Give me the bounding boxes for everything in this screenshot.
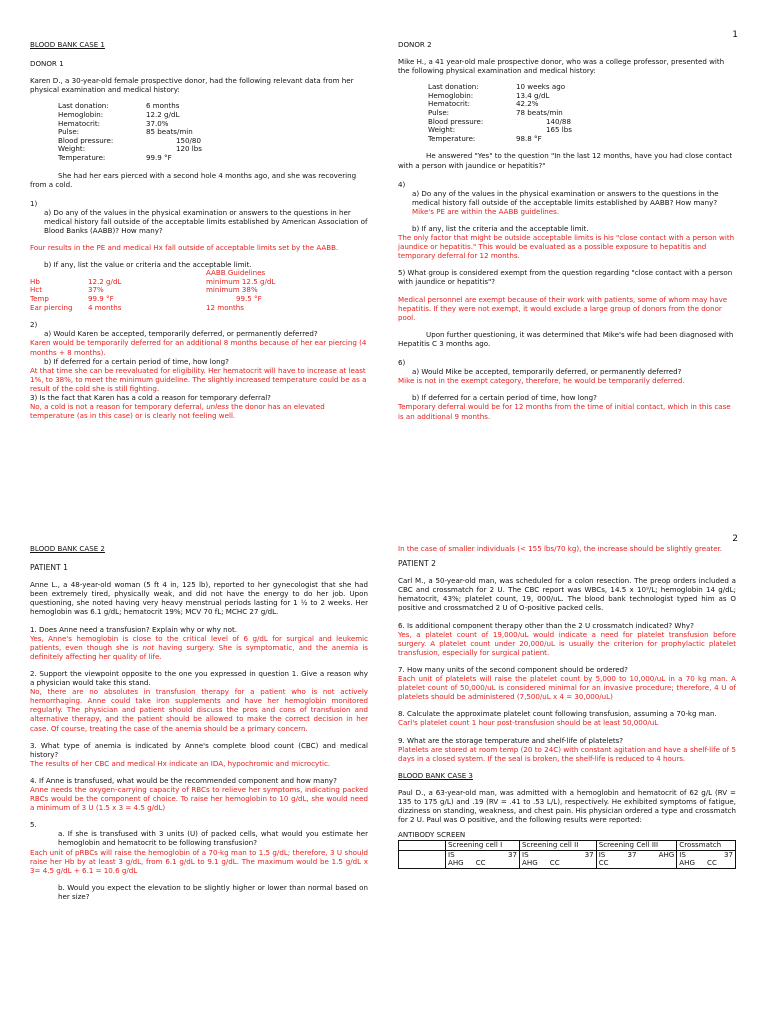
- case-title: BLOOD BANK CASE 3: [398, 770, 473, 780]
- answer-3-text: No, a cold is not a reason for temporary deferral,: [30, 402, 207, 412]
- guideline-limit: minimum 38%: [206, 285, 258, 295]
- vital-label: Blood pressure:: [428, 116, 484, 126]
- phase-label: AHG: [448, 858, 464, 868]
- answer-9: Platelets are stored at room temp (20 to 24C) with constant agitation and have a shelf-life of 5 days in a closed system. If the seal is broken, the shelf-life is reduced to 4 hours.: [398, 744, 736, 763]
- guideline-item: Hb: [30, 276, 40, 286]
- vital-row: [428, 135, 572, 144]
- question-number: 2): [30, 320, 38, 330]
- table-row: [399, 850, 736, 868]
- patient-heading: PATIENT 1: [30, 563, 68, 573]
- answer-2b: At that time she can be reevaluated for eligibility. Her hematocrit will have to increase at least 1%, to 38%, to meet the minimum guideline. The slightly increased temperature could be as a result of the cold she is still fighting.: [30, 365, 367, 393]
- guideline-value: 37%: [88, 285, 104, 295]
- phase-label: CC: [706, 858, 717, 868]
- answer-5: Medical personnel are exempt because of their work with patients, some of whom may have hepatitis. If they were not exempt, it would exclude a large group of donors from the donor pool.: [398, 294, 728, 322]
- question-number: 6): [398, 358, 406, 368]
- page-number: 1: [732, 30, 738, 40]
- vital-label: Hematocrit:: [428, 99, 471, 109]
- vital-value: 99.9 °F: [146, 152, 172, 162]
- question-1b: b) If any, list the value or criteria and the acceptable limit.: [44, 260, 252, 270]
- guideline-value: 12.2 g/dL: [88, 276, 122, 286]
- guideline-row: [30, 286, 368, 295]
- vital-value: 10 weeks ago: [516, 82, 566, 92]
- question-5b: b. Would you expect the elevation to be slightly higher or lower than normal based on her size?: [58, 882, 368, 901]
- left-column: [30, 544, 368, 901]
- answer-8: Carl's platelet count 1 hour post-transfusion should be at least 50,000/uL: [398, 718, 659, 728]
- case-title: BLOOD BANK CASE 1: [30, 40, 105, 49]
- vital-value: 85 beats/min: [146, 127, 193, 137]
- question-3: 3) Is the fact that Karen has a cold a reason for temporary deferral?: [30, 393, 271, 402]
- vital-value: 6 months: [146, 101, 180, 111]
- vital-label: Hemoglobin:: [58, 109, 104, 119]
- vitals-table: [428, 83, 572, 143]
- phase-label: CC: [475, 858, 486, 868]
- table-header-row: [399, 841, 736, 850]
- vital-label: Pulse:: [428, 108, 450, 118]
- answer-6b: Temporary deferral would be for 12 months from the time of initial contact, which in this case is an additional 9 months.: [398, 402, 731, 421]
- guideline-limit: minimum 12.5 g/dL: [206, 276, 276, 286]
- question-6: 6. Is additional component therapy other than the 2 U crossmatch indicated? Why?: [398, 620, 694, 630]
- phase-label: 37: [723, 849, 733, 859]
- answer-3-emphasis: unless: [206, 402, 229, 412]
- answer-2: No, there are no absolutes in transfusion therapy for a patient who is not actively hemorrhaging. Anne could take iron supplements and have her hemoglobin monitored regularly. The physician and patient should discuss the pros and cons of transfusion and alternative therapy, and the patient should be allowed to make the correct decision in her case. Of course, treating the case of the anemia should be a primary concern.: [30, 687, 368, 733]
- answer-6: Yes, a platelet count of 19,000/uL would indicate a need for platelet transfusion before surgery. A platelet count under 20,000/uL is usually the criterion for prophylactic platelet transfusion, especially for surgical patient.: [398, 629, 736, 657]
- phase-label: AHG: [679, 858, 695, 868]
- answer-3: [30, 402, 368, 420]
- question-8: 8. Calculate the approximate platelet count following transfusion, assuming a 70-kg man.: [398, 709, 717, 719]
- question-5a: a. If she is transfused with 3 units (U) of packed cells, what would you estimate her hemoglobin and hematocrit to be following transfusion?: [58, 829, 368, 848]
- question-4: 4. If Anne is transfused, what would be the recommended component and how many?: [30, 775, 337, 785]
- history-note: She had her ears pierced with a second hole 4 months ago, and she was recovering from a cold.: [30, 170, 357, 189]
- question-3: 3. What type of anemia is indicated by Anne's complete blood count (CBC) and medical history?: [30, 740, 368, 759]
- answer-5b: In the case of smaller individuals (< 155 lbs/70 kg), the increase should be slightly greater.: [398, 544, 723, 553]
- guidelines-table: [30, 269, 368, 312]
- table-cell: [446, 850, 520, 868]
- phase-label: AHG: [658, 849, 675, 859]
- vital-label: Last donation:: [428, 82, 479, 92]
- question-5: 5) What group is considered exempt from the question regarding "close contact with a person with jaundice or hepatitis"?: [398, 268, 733, 287]
- phase-label: IS: [448, 849, 455, 859]
- question-1: 1. Does Anne need a transfusion? Explain why or why not.: [30, 624, 238, 634]
- guideline-row: [30, 295, 368, 304]
- patient-heading: PATIENT 2: [398, 559, 436, 569]
- question-1a: a) Do any of the values in the physical examination or answers to the questions in her medical history fall outside of the acceptable limits established by American Association of Blood Banks (AABB)? How many?: [44, 207, 368, 235]
- case-title: BLOOD BANK CASE 2: [30, 544, 105, 553]
- question-6a: a) Would Mike be accepted, temporarily deferred, or permanently deferred?: [412, 367, 682, 377]
- antibody-screen-table: [398, 840, 736, 868]
- question-2a: a) Would Karen be accepted, temporarily deferred, or permanently deferred?: [44, 329, 318, 339]
- answer-4b: The only factor that might be outside acceptable limits is his "close contact with a person with jaundice or hepatitis." This would be evaluated as a possible exposure to hepatitis and temporary deferral for 12 months.: [398, 233, 735, 261]
- vital-label: Hematocrit:: [58, 118, 101, 128]
- phase-label: CC: [549, 858, 560, 868]
- question-6b: b) If deferred for a certain period of time, how long?: [412, 393, 597, 403]
- answer-6a: Mike is not in the exempt category, therefore, he would be temporarily deferred.: [398, 376, 685, 386]
- phase-label: IS: [598, 849, 606, 859]
- vital-label: Temperature:: [428, 133, 476, 143]
- guideline-value: 99.9 °F: [88, 294, 114, 304]
- page-2: [0, 512, 768, 1024]
- vital-value: 98.8 °F: [516, 133, 542, 143]
- answer-1a: Four results in the PE and medical Hx fall outside of acceptable limits set by the AABB.: [30, 243, 339, 253]
- patient-intro: Anne L., a 48-year-old woman (5 ft 4 in, 125 lb), reported to her gynecologist that she had been extremely tired, physically weak, and did not have the energy to do her job. Upon questioning, she noted having very heavy menstrual periods lasting for 1 ½ to 2 weeks. Her hemoglobin was 6.1 g/dL; hematocrit 19%; MCV 70 fL; MCHC 27 g/dL.: [30, 580, 368, 617]
- vital-value: 37.0%: [146, 118, 169, 128]
- vital-value: 120 lbs: [176, 144, 202, 154]
- guideline-item: Hct: [30, 285, 43, 295]
- answer-1: [30, 634, 368, 661]
- phase-label: IS: [522, 849, 529, 859]
- table-header: Screening cell II: [520, 841, 597, 850]
- question-4b: b) If any, list the criteria and the acceptable limit.: [412, 224, 589, 233]
- table-cell-empty: [399, 841, 446, 850]
- guideline-item: Temp: [30, 294, 49, 304]
- guideline-limit: 99.5 °F: [236, 294, 262, 304]
- donor-intro: Mike H., a 41 year-old male prospective donor, who was a college professor, presented with the following physical examination and medical history:: [398, 57, 725, 76]
- guideline-value: 4 months: [88, 302, 122, 312]
- vital-value: 150/80: [176, 135, 201, 145]
- table-cell-empty: [399, 850, 446, 868]
- vital-label: Temperature:: [58, 152, 106, 162]
- donor-heading: DONOR 2: [398, 40, 432, 49]
- phase-label: IS: [679, 849, 686, 859]
- vital-label: Weight:: [58, 144, 86, 154]
- table-cell: [596, 850, 677, 868]
- vital-label: Weight:: [428, 125, 456, 135]
- vital-row: [58, 154, 202, 163]
- vital-value: 42.2%: [516, 99, 539, 109]
- phase-label: 37: [508, 849, 518, 859]
- table-header: Screening cell I: [446, 841, 520, 850]
- phase-label: 37: [627, 849, 637, 859]
- guidelines-header: AABB Guidelines: [206, 268, 266, 278]
- vital-label: Blood pressure:: [58, 135, 114, 145]
- vital-label: Last donation:: [58, 101, 109, 111]
- question-2b: b) If deferred for a certain period of time, how long?: [44, 356, 229, 366]
- guideline-item: Ear piercing: [30, 302, 73, 312]
- case3-intro: Paul D., a 63-year-old man, was admitted with a hemoglobin and hematocrit of 62 g/L (RV = 135 to 175 g/L) and .19 (RV = .41 to .53 L/L), respectively. He exhibited symptoms of fatigue, dizziness on standing, weakness, and chest pain. His physician ordered a type and crossmatch for 2 U. Paul was O positive, and the following results were reported:: [398, 787, 736, 825]
- answer-3: The results of her CBC and medical Hx indicate an IDA, hypochromic and microcytic.: [30, 758, 331, 768]
- table-cell: [520, 850, 597, 868]
- vital-value: 12.2 g/dL: [146, 109, 180, 119]
- phase-label: 37: [584, 849, 594, 859]
- answer-2a: Karen would be temporarily deferred for an additional 8 months because of her ear piercing (4 months + 8 months).: [30, 338, 367, 357]
- answer-1-text: Yes, Anne's hemoglobin is close to the critical level of 6 g/dL for surgical and leukemic patients, even though she is: [30, 633, 368, 652]
- vital-value: 140/88: [546, 116, 571, 126]
- vital-label: Pulse:: [58, 127, 80, 137]
- table-cell: [677, 850, 736, 868]
- table-header: Crossmatch: [677, 841, 736, 850]
- vital-value: 13.4 g/dL: [516, 90, 550, 100]
- question-2: 2. Support the viewpoint opposite to the one you expressed in question 1. Give a reason why a physician would take this stand.: [30, 668, 368, 688]
- vital-value: 78 beats/min: [516, 108, 563, 118]
- antibody-screen-heading: ANTIBODY SCREEN: [398, 830, 466, 840]
- phase-label: CC: [598, 858, 609, 868]
- question-7: 7. How many units of the second component should be ordered?: [398, 664, 628, 674]
- page-number: 2: [732, 534, 738, 544]
- phase-label: AHG: [522, 858, 538, 868]
- guideline-row: [30, 304, 368, 313]
- question-9: 9. What are the storage temperature and shelf-life of platelets?: [398, 735, 624, 745]
- answer-4a: Mike's PE are within the AABB guidelines.: [412, 206, 560, 216]
- question-number: 5.: [30, 820, 37, 830]
- question-number: 4): [398, 179, 406, 189]
- donor-intro: Karen D., a 30-year-old female prospective donor, had the following relevant data from her physical examination and medical history:: [30, 76, 354, 95]
- further-questioning: Upon further questioning, it was determined that Mike's wife had been diagnosed with Hepatitis C 3 months ago.: [398, 329, 734, 348]
- question-4a: a) Do any of the values in the physical examination or answers to the questions in the medical history fall outside of the acceptable limits established by AABB? How many?: [412, 188, 719, 207]
- answer-1-text: having surgery. She is symptomatic, and the anemia is definitely affecting her quality of life.: [30, 642, 368, 661]
- vital-value: 165 lbs: [546, 125, 572, 135]
- answer-1-emphasis: not: [142, 642, 155, 652]
- table-header: Screening Cell III: [596, 841, 677, 850]
- history-note: He answered "Yes" to the question "In the last 12 months, have you had close contact with a person with jaundice or hepatitis?": [398, 151, 733, 170]
- right-column: [398, 544, 736, 869]
- patient-intro: Carl M., a 50-year-old man, was scheduled for a colon resection. The preop orders included a CBC and crossmatch for 2 U. The CBC report was WBCs, 14.5 x 10⁹/L; hemoglobin 14 g/dL; hematocrit, 43%; platelet count, 19, 000/uL. The blood bank technologist typed him as O positive and crossmatched 2 U of O-positive packed cells.: [398, 576, 736, 613]
- guideline-row: [30, 278, 368, 287]
- answer-3-text: the donor has an elevated temperature (as in this case) or is clearly not feeling well.: [30, 402, 325, 421]
- left-column: [30, 40, 368, 420]
- answer-7: Each unit of platelets will raise the platelet count by 5,000 to 10,000/uL in a 70 kg man. A platelet count of 50,000/uL is considered minimal for an invasive procedure; therefore, 4 U of platelets should be administered (7,500/uL x 4 = 30,000/uL): [398, 674, 736, 702]
- right-column: [398, 40, 736, 421]
- answer-5a: Each unit of pRBCs will raise the hemoglobin of a 70-kg man to 1.5 g/dL; therefore, 3 U should raise her Hb by at least 3 g/dL, from 6.1 g/dL to 9.1 g/dL. The maximum would be 1.5 g/dL x 3= 4.5 g/dL + 6.1 = 10.6 g/dL: [30, 847, 368, 875]
- donor-heading: DONOR 1: [30, 59, 64, 69]
- vitals-table: [58, 102, 202, 162]
- vital-label: Hemoglobin:: [428, 90, 474, 100]
- guideline-limit: 12 months: [206, 302, 245, 312]
- answer-4: Anne needs the oxygen-carrying capacity of RBCs to relieve her symptoms, indicating packed RBCs would be the component of choice. To raise her hemoglobin to 10 g/dL, she would need a minimum of 3 U (1.5 x 3 = 4.5 g/dL): [30, 784, 368, 813]
- question-number: 1): [30, 198, 38, 208]
